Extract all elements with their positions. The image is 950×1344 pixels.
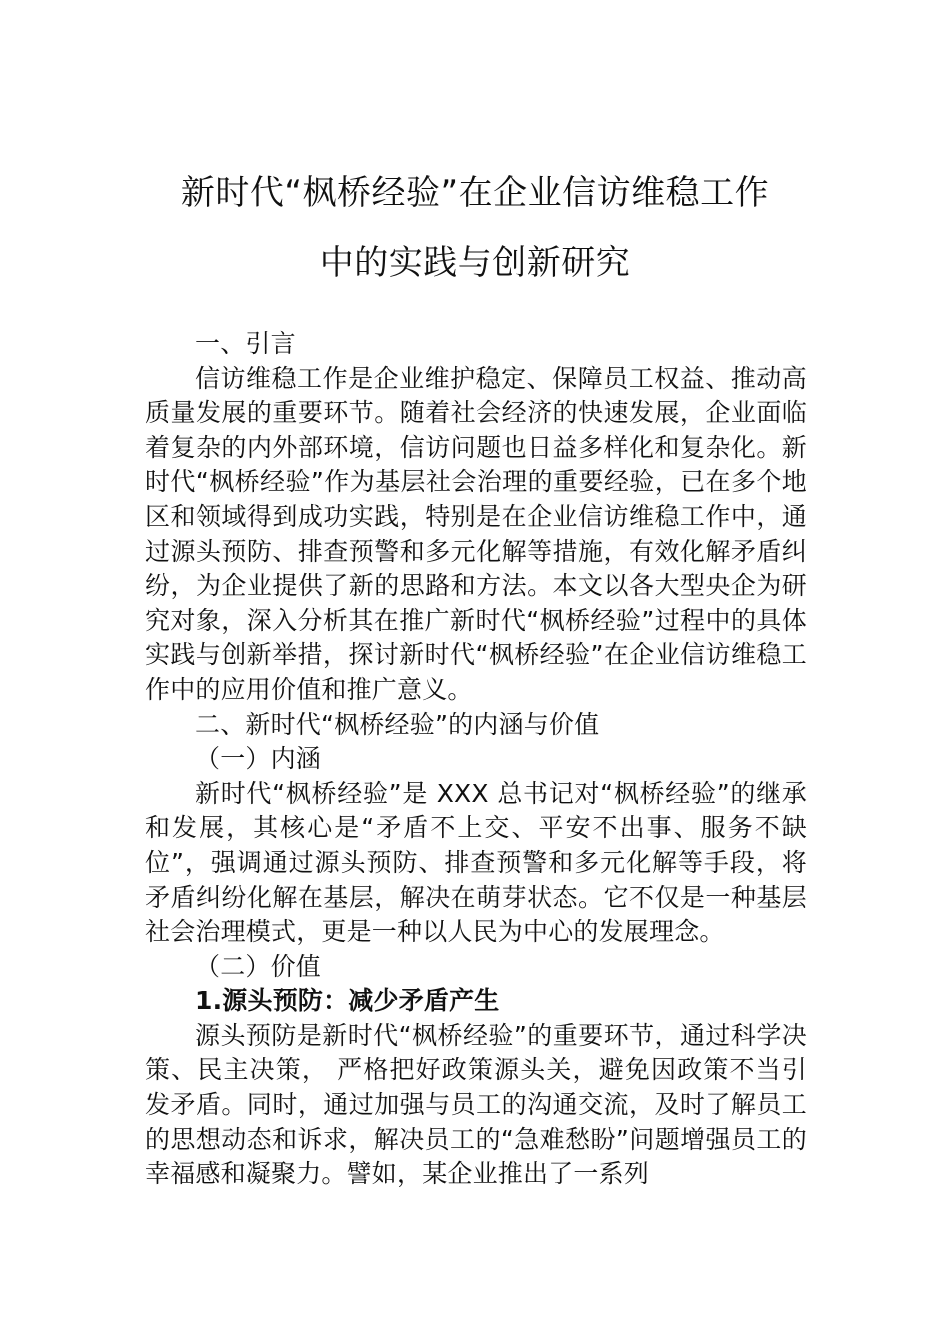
title-line-1: 新时代“枫桥经验”在企业信访维稳工作 [180,173,770,213]
intro-paragraph: 信访维稳工作是企业维护稳定、保障员工权益、推动高质量发展的重要环节。随着社会经济的快速发展，企业面临着复杂的内外部环境，信访问题也日益多样化和复杂化。新时代“枫桥经验”作为基层社会治理的重要经验，已在多个地区和领域得到成功实践，特别是在企业信访维稳工作中，通过源头预防、排查预警和多元化解等措施，有效化解矛盾纠纷，为企业提供了新的思路和方法。本文以各大型央企为研究对象，深入分析其在推广新时代“枫桥经验”过程中的具体实践与创新举措，探讨新时代“枫桥经验”在企业信访维稳工作中的应用价值和推广意义。 [145,363,807,704]
document-body [145,327,807,1192]
intro-heading: 一、引言 [195,329,296,358]
section2-heading: 二、新时代“枫桥经验”的内涵与价值 [195,709,600,739]
subsection2-heading: （二）价值 [195,951,322,981]
point1-heading: 1.源头预防：减少矛盾产生 [195,986,500,1016]
title-line-2: 中的实践与创新研究 [319,243,631,283]
document-title [145,158,805,298]
subsection1-heading: （一）内涵 [195,744,322,774]
point1-paragraph: 源头预防是新时代“枫桥经验”的重要环节，通过科学决策、民主决策， 严格把好政策源头关，避免因政策不当引发矛盾。同时，通过加强与员工的沟通交流，及时了解员工的思想动态和诉求，解决员工的“急难愁盼”问题增强员工的幸福感和凝聚力。譬如，某企业推出了一系列 [145,1020,807,1189]
subsection1-paragraph: 新时代“枫桥经验”是 XXX 总书记对“枫桥经验”的继承和发展，其核心是“矛盾不上交、平安不出事、服务不缺位”，强调通过源头预防、排查预警和多元化解等手段，将矛盾纠纷化解在基层，解决在萌芽状态。它不仅是一种基层社会治理模式，更是一种以人民为中心的发展理念。 [145,778,807,947]
